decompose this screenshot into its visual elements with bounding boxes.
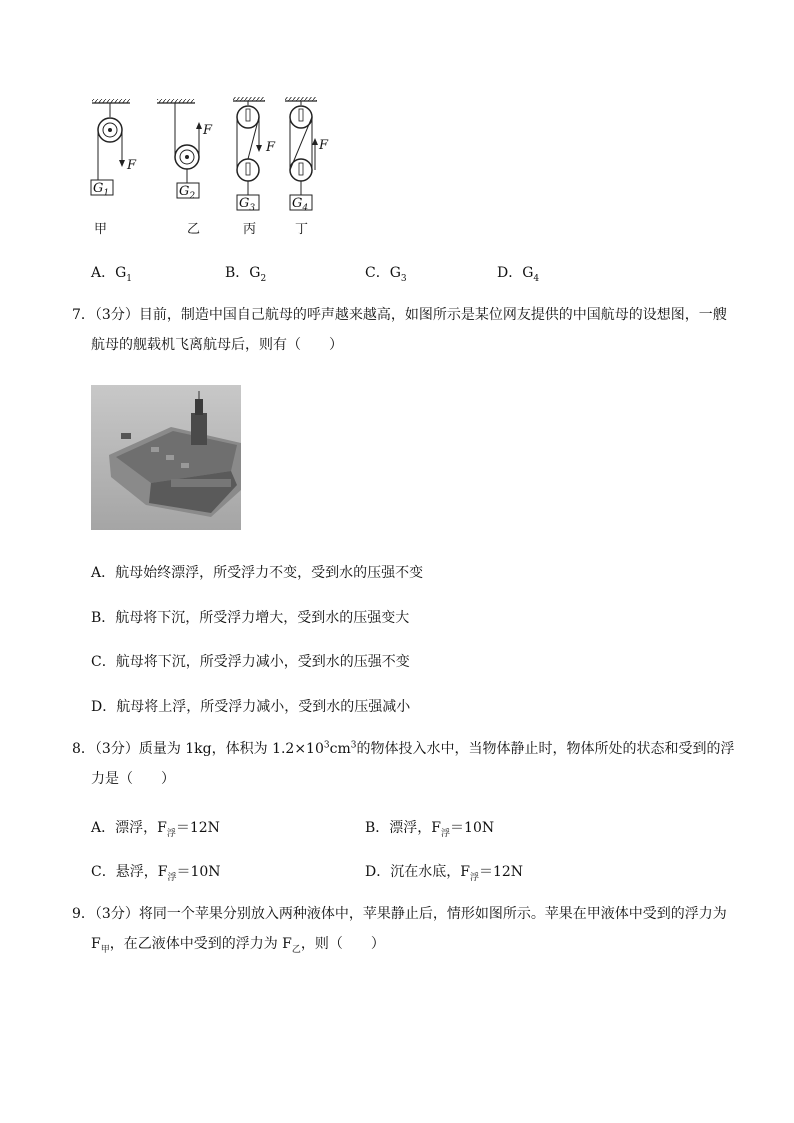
pulley-ding: [285, 97, 318, 214]
label-g1: $G_1$: [93, 181, 110, 199]
q8-option-b[interactable]: B．漂浮，$F_浮=10N$: [365, 820, 495, 839]
q8-option-a[interactable]: A．漂浮，$F_浮=12N$: [91, 820, 220, 839]
figure-label-jia: 甲: [94, 222, 108, 237]
label-force-ding: F: [319, 138, 329, 153]
label-g4: $G_4$: [292, 196, 309, 214]
q8-option-c[interactable]: C．悬浮，$F_浮=10N$: [91, 864, 221, 883]
q9-stem-line1: 9．（3分）将同一个苹果分别放入两种液体中，苹果静止后，情形如图所示。苹果在甲液体中受到的浮力为: [72, 906, 727, 922]
q7-option-c[interactable]: C．航母将下沉，所受浮力减小，受到水的压强不变: [91, 654, 410, 670]
q6-option-a[interactable]: A．$G_1$: [91, 265, 133, 284]
q8-option-d[interactable]: D．沉在水底，$F_浮=12N$: [365, 864, 524, 883]
q7-stem-line1: 7．（3分）目前，制造中国自己航母的呼声越来越高，如图所示是某位网友提供的中国航母的设想图，一艘: [72, 307, 727, 323]
q6-option-c[interactable]: C．$G_3$: [365, 265, 407, 284]
q6-option-d[interactable]: D．$G_4$: [497, 265, 540, 284]
label-g3: $G_3$: [239, 196, 256, 214]
q6-option-b[interactable]: B．$G_2$: [225, 265, 267, 284]
q7-option-a[interactable]: A．航母始终漂浮，所受浮力不变，受到水的压强不变: [91, 565, 424, 581]
q8-stem-line1: 8．（3分）质量为 1kg，体积为 $1.2\times 10^3cm^3$的物体投入水中，当物体静止时，物体所处的状态和受到的浮: [72, 740, 735, 757]
q7-stem-line2: 航母的舰载机飞离航母后，则有（ ）: [91, 337, 343, 353]
label-g2: $G_2$: [179, 184, 196, 202]
q7-option-d[interactable]: D．航母将上浮，所受浮力减小，受到水的压强减小: [91, 699, 411, 715]
label-force-jia: F: [127, 158, 137, 173]
figure-label-ding: 丁: [295, 222, 309, 237]
q9-stem-line2: $F_甲$，在乙液体中受到的浮力为 $F_乙$，则（ ）: [91, 936, 385, 955]
label-force-yi: F: [203, 123, 213, 138]
figure-label-yi: 乙: [187, 222, 201, 237]
q8-stem-line2: 力是（ ）: [91, 771, 175, 787]
pulley-bing: [233, 97, 265, 214]
figure-label-bing: 丙: [243, 222, 257, 237]
aircraft-carrier-photo: [91, 385, 241, 530]
q7-option-b[interactable]: B．航母将下沉，所受浮力增大，受到水的压强变大: [91, 610, 410, 626]
label-force-bing: F: [266, 140, 276, 155]
